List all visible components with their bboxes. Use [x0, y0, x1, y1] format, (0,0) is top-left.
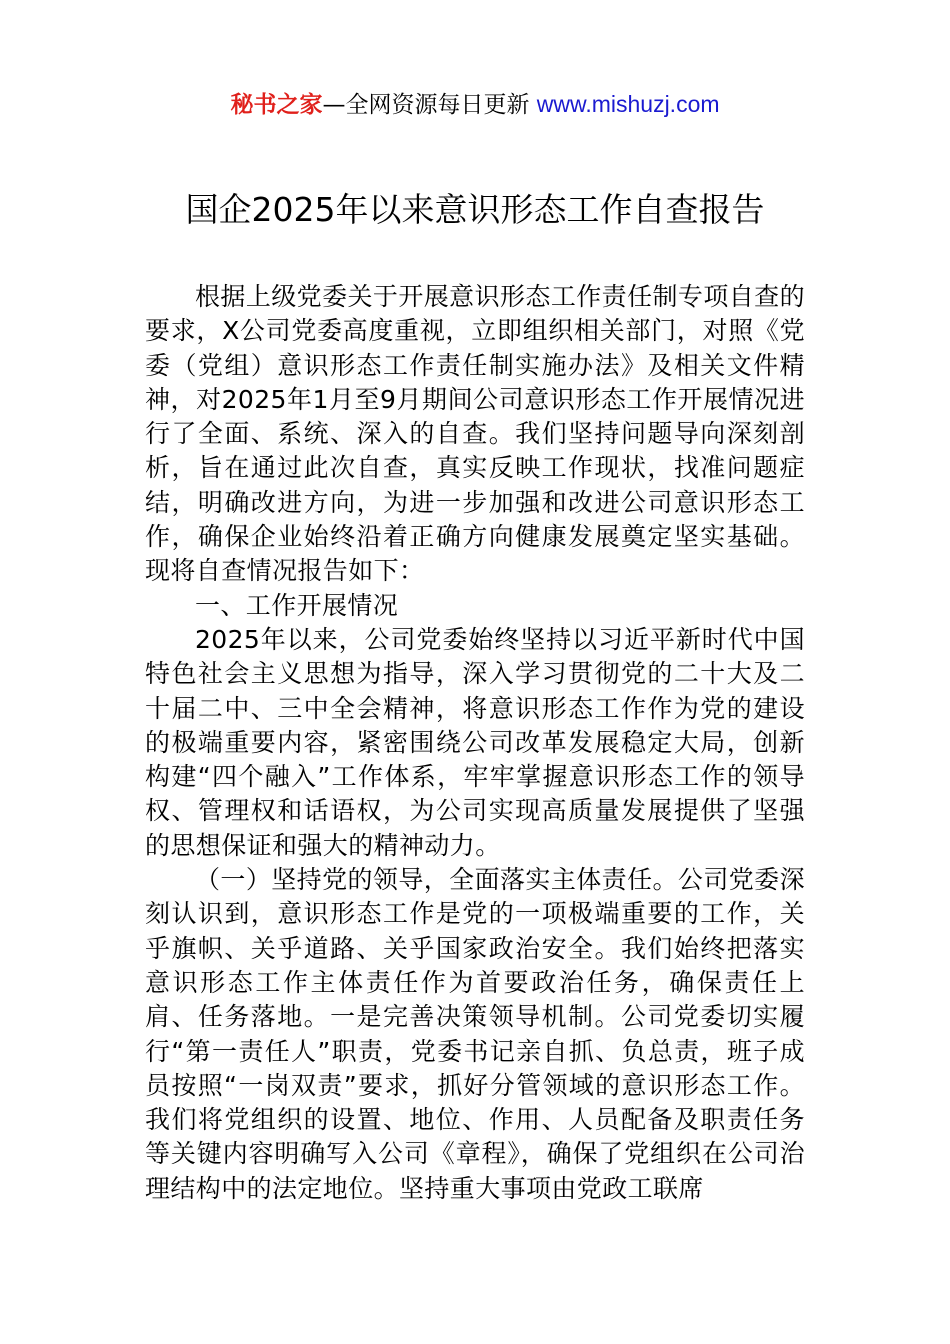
section-heading: 一、工作开展情况 — [195, 590, 399, 620]
document-title: 国企2025年以来意识形态工作自查报告 — [185, 190, 765, 229]
site-brand[interactable]: 秘书之家 — [230, 92, 323, 118]
site-url-link[interactable]: www.mishuzj.com — [536, 91, 720, 117]
site-tagline: —全网资源每日更新 — [322, 92, 537, 118]
paragraph-leadership: （一）坚持党的领导，全面落实主体责任。公司党委深刻认识到，意识形态工作是党的一项极端重要的工作，关乎旗帜、关乎道路、关乎国家政治安全。我们始终把落实意识形态工作主体责任作为首要政治任务，确保责任上肩、任务落地。一是完善决策领导机制。公司党委切实履行“第一责任人”职责，党委书记亲自抓、负总责，班子成员按照“一岗双责”要求，抓好分管领域的意识形态工作。我们将党组织的设置、地位、作用、人员配备及职责任务等关键内容明确写入公司《章程》，确保了党组织在公司治理结构中的法定地位。坚持重大事项由党政工联席 — [145, 865, 805, 1203]
document-body — [145, 280, 805, 1206]
paragraph-intro: 根据上级党委关于开展意识形态工作责任制专项自查的要求，X公司党委高度重视，立即组织相关部门，对照《党委（党组）意识形态工作责任制实施办法》及相关文件精神，对2025年1月至9月期间公司意识形态工作开展情况进行了全面、系统、深入的自查。我们坚持问题导向深刻剖析，旨在通过此次自查，真实反映工作现状，找准问题症结，明确改进方向，为进一步加强和改进公司意识形态工作，确保企业始终沿着正确方向健康发展奠定坚实基础。现将自查情况报告如下： — [145, 282, 805, 586]
site-header — [0, 86, 950, 123]
paragraph-overview: 2025年以来，公司党委始终坚持以习近平新时代中国特色社会主义思想为指导，深入学习贯彻党的二十大及二十届二中、三中全会精神，将意识形态工作作为党的建设的极端重要内容，紧密围绕公司改革发展稳定大局，创新构建“四个融入”工作体系，牢牢掌握意识形态工作的领导权、管理权和话语权，为公司实现高质量发展提供了坚强的思想保证和强大的精神动力。 — [145, 624, 805, 860]
